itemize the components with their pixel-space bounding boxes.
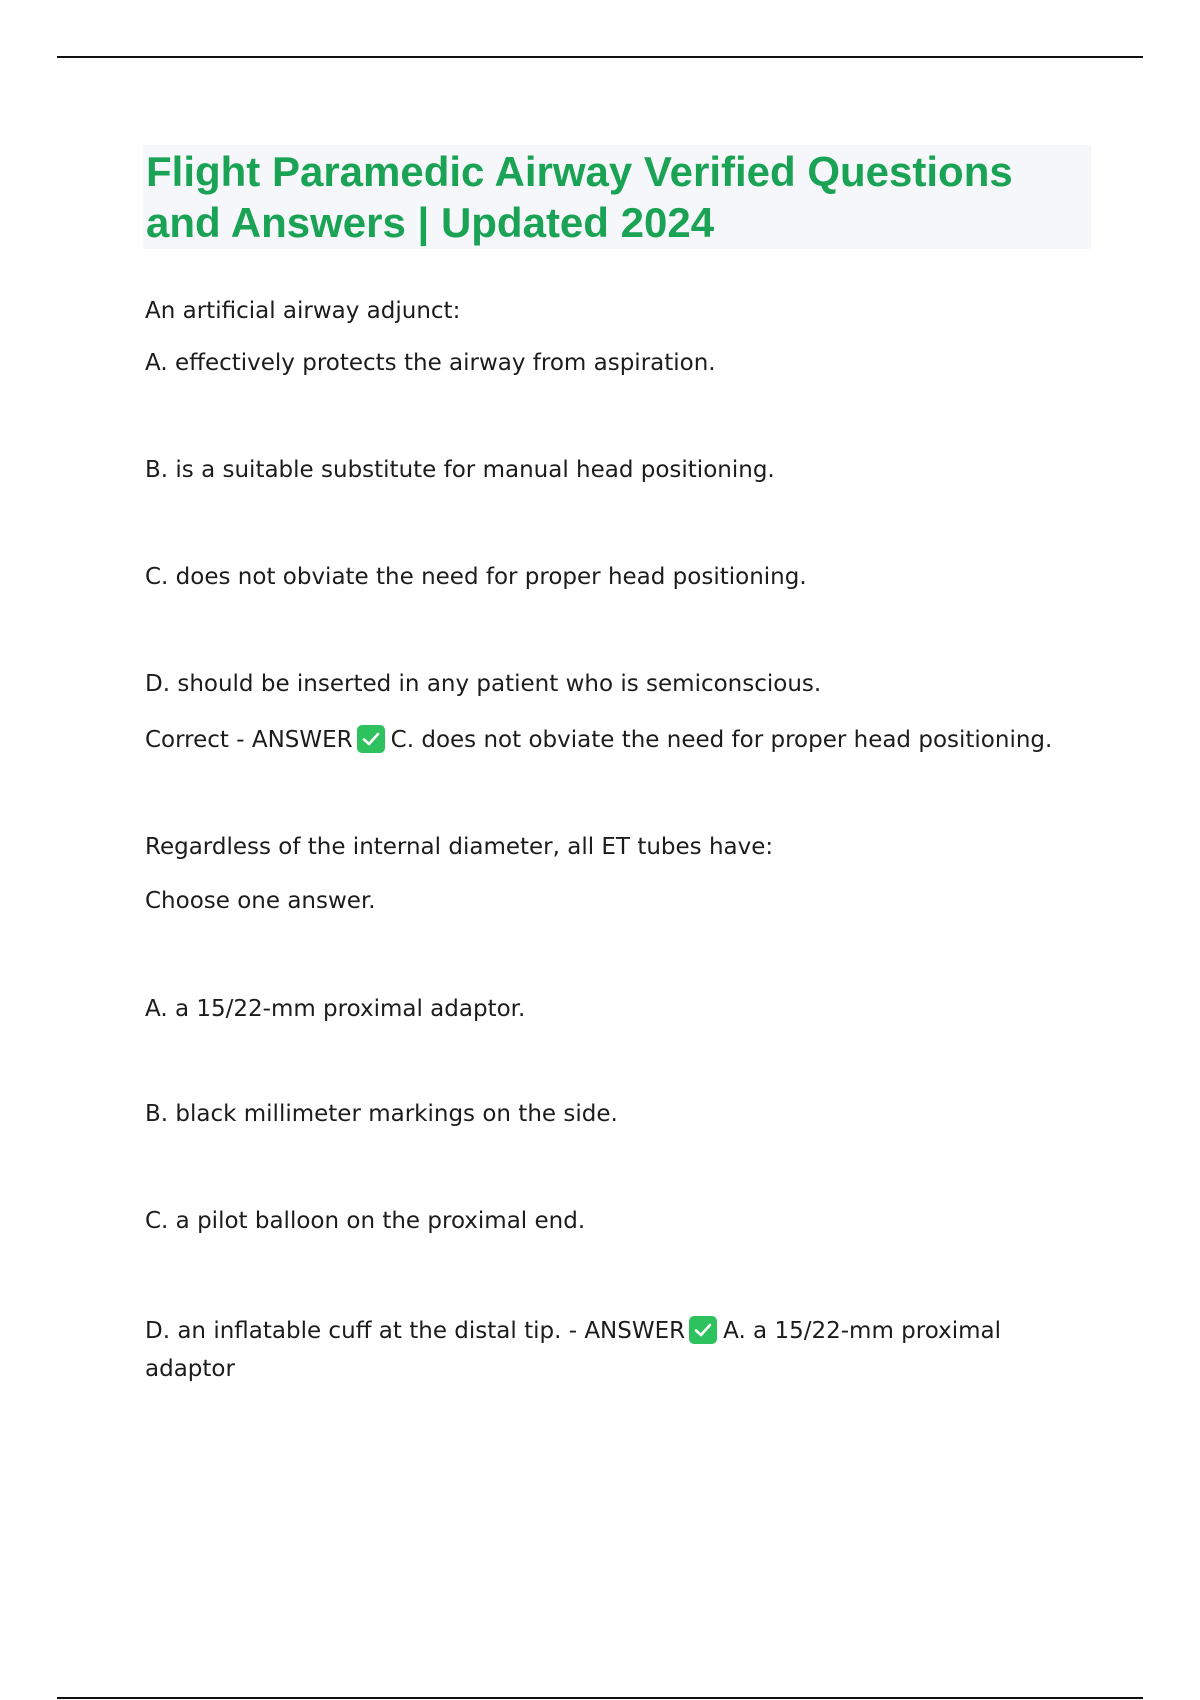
check-mark-icon <box>689 1316 717 1344</box>
question-2-option-b: B. black millimeter markings on the side. <box>145 1101 618 1127</box>
question-1-option-d: D. should be inserted in any patient who is semiconscious. <box>145 671 822 697</box>
answer-prefix: Correct - ANSWER <box>145 727 353 753</box>
question-1-option-b: B. is a suitable substitute for manual head positioning. <box>145 457 775 483</box>
document-title: Flight Paramedic Airway Verified Questions and Answers | Updated 2024 <box>146 148 1013 246</box>
header-rule <box>57 56 1143 58</box>
question-2-prompt: Regardless of the internal diameter, all ET tubes have: <box>145 834 774 860</box>
question-1-prompt: An artificial airway adjunct: <box>145 298 461 324</box>
question-2-answer <box>145 1312 1045 1388</box>
question-1-option-c: C. does not obviate the need for proper head positioning. <box>145 564 807 590</box>
question-1-option-a: A. effectively protects the airway from aspiration. <box>145 350 716 376</box>
answer-text: C. does not obviate the need for proper head positioning. <box>390 727 1053 753</box>
answer-text: A. a 15/22-mm proximal adaptor <box>145 1318 1001 1382</box>
check-mark-icon <box>357 725 385 753</box>
question-2-instruction: Choose one answer. <box>145 888 376 914</box>
question-1-answer <box>145 721 1052 759</box>
question-2-option-c: C. a pilot balloon on the proximal end. <box>145 1208 586 1234</box>
option-d-with-answer-prefix: D. an inflatable cuff at the distal tip. - ANSWER <box>145 1318 686 1344</box>
question-2-option-a: A. a 15/22-mm proximal adaptor. <box>145 996 526 1022</box>
footer-rule <box>57 1697 1143 1699</box>
